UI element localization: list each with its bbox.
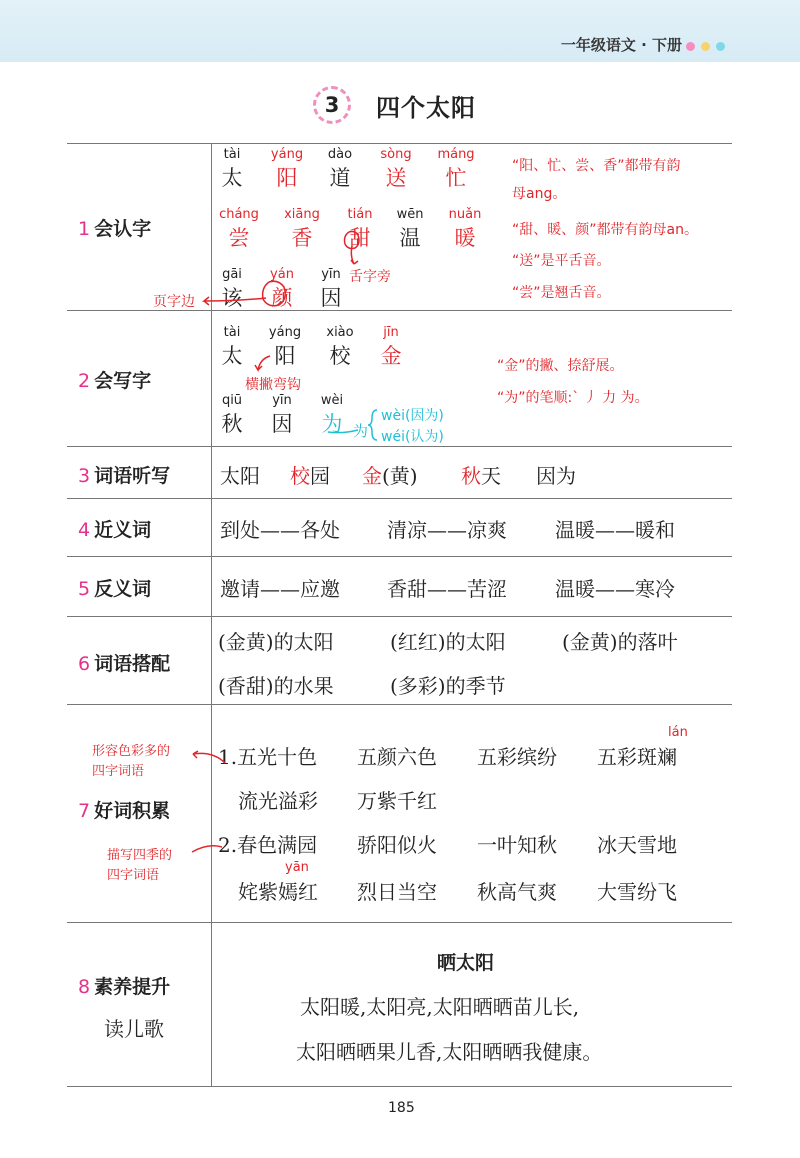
char-yang: yáng 阳	[270, 147, 304, 190]
poem-line: 太阳暖,太阳亮,太阳晒晒苗儿长,	[300, 995, 580, 1019]
write-char-jin: jīn 金	[380, 325, 402, 368]
synonym-pair: 清凉——凉爽	[387, 518, 507, 542]
pinyin-lan: lán	[668, 725, 688, 740]
note-color-idioms-2: 四字词语	[92, 764, 145, 779]
header-bar	[0, 0, 800, 62]
note-rhyme-ang-1: “阳、忙、尝、香”都带有韵	[512, 158, 681, 174]
section-label-literacy: 8 素养提升	[78, 976, 171, 998]
char-song: sòng 送	[380, 147, 412, 190]
char-gai: gāi 该	[221, 267, 243, 310]
idiom: 大雪纷飞	[597, 880, 677, 904]
section-label-antonyms: 5 反义词	[78, 578, 152, 600]
idiom: 流光溢彩	[238, 789, 318, 813]
cyan-dot-icon	[716, 42, 725, 51]
section-label-recognize: 1 会认字	[78, 218, 152, 240]
collocation: (金黄)的落叶	[562, 630, 678, 654]
pinyin-yan: yān	[285, 860, 309, 875]
idiom: 冰天雪地	[597, 833, 677, 857]
idiom: 五颜六色	[357, 745, 437, 769]
note-wei-small: 为	[353, 422, 369, 440]
char-yan: yán 颜	[270, 267, 294, 310]
note-rhyme-ang-2: 母ang。	[512, 186, 567, 202]
char-wen: wēn 温	[396, 207, 424, 250]
collocation: (香甜)的水果	[218, 674, 334, 698]
dictation-word: 校园	[290, 464, 330, 488]
idiom: 五彩缤纷	[477, 745, 557, 769]
table-line	[67, 498, 732, 499]
idiom: 万紫千红	[357, 789, 437, 813]
table-line	[67, 616, 732, 617]
dictation-word: 秋天	[461, 464, 501, 488]
char-xiang: xiāng 香	[284, 207, 320, 250]
lesson-title: 四个太阳	[376, 94, 476, 122]
idiom: 一叶知秋	[477, 833, 557, 857]
char-yin: yīn 因	[320, 267, 342, 310]
note-tongue-radical: 舌字旁	[349, 269, 391, 285]
note-wei-reading-4: wèi(因为)	[381, 408, 444, 424]
section-label-synonyms: 4 近义词	[78, 519, 152, 541]
wei-brace	[368, 410, 377, 440]
char-dao: dào 道	[327, 147, 353, 190]
idiom: 姹紫嫣红	[238, 880, 318, 904]
write-char-tai: tài 太	[221, 325, 243, 368]
table-line	[67, 922, 732, 923]
char-tian: tián 甜	[347, 207, 373, 250]
note-color-idioms-1: 形容色彩多的	[92, 744, 171, 759]
section-label-dictation: 3 词语听写	[78, 465, 171, 487]
write-char-wei: wèi 为	[320, 393, 344, 436]
char-tai: tài 太	[221, 147, 243, 190]
idiom: 1.五光十色	[218, 745, 318, 769]
lesson-number: 3	[313, 86, 351, 124]
section-label-collocation: 6 词语搭配	[78, 653, 171, 675]
collocation: (红红)的太阳	[390, 630, 506, 654]
note-rhyme-an: “甜、暖、颜”都带有韵母an。	[512, 222, 698, 238]
note-stroke-hook: 横撇弯钩	[245, 377, 301, 393]
table-line	[67, 704, 732, 705]
antonym-pair: 温暖——寒冷	[555, 577, 675, 601]
note-retroflex: “尝”是翘舌音。	[512, 285, 611, 301]
collocation: (金黄)的太阳	[218, 630, 334, 654]
idiom: 秋高气爽	[477, 880, 557, 904]
char-mang: máng 忙	[437, 147, 475, 190]
section-label-good-words: 7 好词积累	[78, 800, 171, 822]
table-line	[67, 556, 732, 557]
idiom: 五彩斑斓	[597, 745, 677, 769]
poem-title: 晒太阳	[437, 952, 495, 974]
page-number: 185	[388, 1100, 415, 1116]
dictation-word: 金(黄)	[362, 464, 418, 488]
char-chang: cháng 尝	[219, 207, 259, 250]
idiom: 骄阳似火	[357, 833, 437, 857]
note-jin-strokes: “金”的撇、捺舒展。	[497, 358, 624, 374]
collocation: (多彩)的季节	[390, 674, 506, 698]
dictation-word: 太阳	[220, 464, 260, 488]
antonym-pair: 邀请——应邀	[220, 577, 340, 601]
note-season-idioms-2: 四字词语	[107, 868, 160, 883]
table-line	[67, 1086, 732, 1087]
note-page-radical: 页字边	[153, 294, 195, 310]
note-flat-tongue: “送”是平舌音。	[512, 253, 611, 269]
table-line	[67, 143, 732, 144]
idiom: 2.春色满园	[218, 833, 318, 857]
section-label-write: 2 会写字	[78, 370, 152, 392]
pink-dot-icon	[686, 42, 695, 51]
yellow-dot-icon	[701, 42, 710, 51]
book-title: 一年级语文 · 下册	[560, 36, 682, 54]
write-char-yin: yīn 因	[271, 393, 293, 436]
section-sublabel: 读儿歌	[104, 1017, 164, 1041]
write-char-xiao: xiào 校	[326, 325, 354, 368]
dictation-word: 因为	[536, 464, 576, 488]
lesson-heading	[0, 84, 800, 128]
write-char-yang: yáng 阳	[268, 325, 302, 368]
note-wei-order: “为”的笔顺:` 丿 力 为。	[497, 390, 649, 406]
idiom: 烈日当空	[357, 880, 437, 904]
note-wei-reading-2: wéi(认为)	[381, 429, 444, 445]
synonym-pair: 到处——各处	[220, 518, 340, 542]
char-nuan: nuǎn 暖	[448, 207, 482, 250]
antonym-pair: 香甜——苦涩	[387, 577, 507, 601]
note-season-idioms-1: 描写四季的	[107, 848, 173, 863]
poem-line: 太阳晒晒果儿香,太阳晒晒我健康。	[296, 1040, 603, 1064]
write-char-qiu: qiū 秋	[221, 393, 243, 436]
table-line	[67, 446, 732, 447]
synonym-pair: 温暖——暖和	[555, 518, 675, 542]
